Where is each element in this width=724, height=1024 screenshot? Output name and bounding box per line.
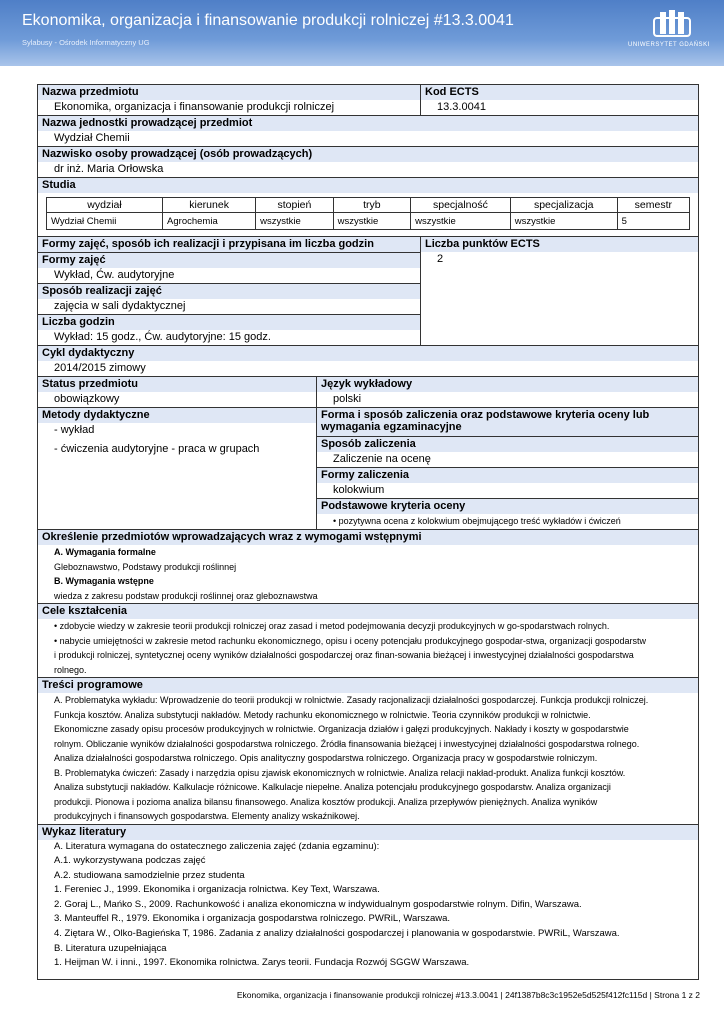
prereq-b: wiedza z zakresu podstaw produkcji roślinnej oraz gleboznawstwa [54,590,318,601]
method-label: Sposób realizacji zajęć [38,283,420,299]
literature-line: 1. Fereniec J., 1999. Ekonomika i organizacja rolnictwa. Key Text, Warszawa. [54,884,380,896]
forms-label: Formy zajęć [38,252,420,268]
methods-item: - wykład [54,424,95,436]
assessment-label: Forma i sposób zaliczenia oraz podstawowe kryteria oceny lub wymagania egzaminacyjne [317,408,698,436]
literature-line: 1. Heijman W. i inni., 1997. Ekonomika rolnictwa. Zarys teorii. Fundacja Rozwój SGGW Warszawa. [54,957,470,969]
goals-line: • zdobycie wiedzy w zakresie teorii produkcji rolniczej oraz zasad i metod podejmowania decyzji produkcyjnych w go-spodarstwach rolnych. [54,621,610,631]
content-line: produkcji. Pionowa i pozioma analiza bilansu finansowego. Analiza kosztów produkcji. Analiza przepływów pieniężnych. Analiza wyników [54,796,598,807]
studia-table [46,197,690,230]
prereq-a: Gleboznawstwo, Podstawy produkcji roślinnej [54,561,237,572]
document-title: Ekonomika, organizacja i finansowanie produkcji rolniczej #13.3.0041 [22,12,514,29]
teacher-label: Nazwisko osoby prowadzącej (osób prowadzących) [38,146,698,162]
university-logo-text: UNIWERSYTET GDAŃSKI [628,42,710,48]
studia-header: semestr [617,198,689,213]
hours-label: Liczba godzin [38,314,420,330]
literature-label: Wykaz literatury [38,824,698,840]
methods-row [38,407,698,529]
criteria-value: • pozytywna ocena z kolokwium obejmującego treść wykładów i ćwiczeń [333,516,621,526]
course-name: Ekonomika, organizacja i finansowanie produkcji rolniczej [54,101,335,113]
page-header [0,0,724,66]
studia-cell: 5 [617,213,689,230]
goals-line: rolnego. [54,664,87,675]
literature-line: 2. Goraj L., Mańko S., 2009. Rachunkowość i analiza ekonomiczna w indywidualnym gospodarstwie rolnym. Difin, Warszawa. [54,898,582,910]
goals-label: Cele kształcenia [38,603,698,619]
assessment-forms-label: Formy zaliczenia [317,467,698,483]
hours-value: Wykład: 15 godz., Ćw. audytoryjne: 15 godz. [54,331,271,343]
content-line: B. Problematyka ćwiczeń: Zasady i narzędzia opisu zjawisk ekonomicznych w rolnictwie. Analiza relacji nakład-produkt. Analiza funkcji kosztów. [54,767,626,778]
studia-header: stopień [256,198,333,213]
studia-header: tryb [333,198,410,213]
goals-line: i produkcji rolniczej, syntetycznej oceny wyników działalności gospodarczej oraz finan-sowania bieżącej i inwestycyjnej działalności gospodarstwa [54,650,634,660]
studia-header: specjalność [411,198,511,213]
content-line: Analiza substytucji nakładów. Kalkulacje różnicowe. Kalkulacje niepełne. Analiza potencjału produkcyjnego gospodarstw. Analiza organizacji [54,782,611,792]
literature-line: 4. Ziętara W., Olko-Bagieńska T, 1986. Zadania z analizy działalności gospodarczej i planowania w gospodarstwie. PWRiL, Warszawa. [54,928,620,940]
unit-value: Wydział Chemii [54,132,130,144]
university-logo-icon [652,8,692,38]
content-line: produkcyjnych i finansowych gospodarstwa. Elementy analizy wskaźnikowej. [54,811,360,821]
literature-line: B. Literatura uzupełniająca [54,942,167,954]
syllabus-document [37,84,699,980]
assessment-forms: kolokwium [333,484,385,496]
course-name-row [38,85,698,115]
goals-line: • nabycie umiejętności w zakresie metod rachunku ekonomicznego, opisu i oceny potencjału produkcyjnego gospodar-stwa, organizacji gospodarstw [54,635,646,646]
content-line: A. Problematyka wykładu: Wprowadzenie do teorii produkcji w rolnictwie. Zasady racjonalizacji działalności gospodarczej. Funkcja produkcji rolniczej. [54,695,649,705]
cycle-label: Cykl dydaktyczny [38,345,698,361]
studia-cell: wszystkie [256,213,333,230]
studia-cell: wszystkie [411,213,511,230]
prereq-b-label: B. Wymagania wstępne [54,576,154,586]
forms-section [38,236,698,345]
content-line: Ekonomiczne zasady opisu procesów produkcyjnych w rolnictwie. Organizacja działów i gałęzi produkcyjnych. Nakłady i koszty w gospodarstwie [54,724,629,734]
ects-code-label: Kod ECTS [421,85,698,100]
ects-code: 13.3.0041 [437,101,486,113]
studia-header: kierunek [163,198,256,213]
forms-value: Wykład, Ćw. audytoryjne [54,269,175,281]
content-line: Analiza działalności gospodarstwa rolniczego. Opis analityczny gospodarstwa rolniczego. Organizacja pracy w gospodarstwie rolniczym. [54,753,598,763]
language-value: polski [333,393,362,405]
forms-section-label: Formy zajęć, sposób ich realizacji i przypisana im liczba godzin [38,237,420,252]
studia-cell: wszystkie [333,213,410,230]
studia-label: Studia [38,177,698,193]
prereq-label: Określenie przedmiotów wprowadzających wraz z wymogami wstępnymi [38,529,698,545]
content-line: Funkcja kosztów. Analiza substytucji nakładów. Metody rachunku ekonomicznego w rolnictwie. Teoria czynników produkcji w rolnictwie. [54,709,591,720]
teacher-value: dr inż. Maria Orłowska [54,163,164,175]
ects-points-label: Liczba punktów ECTS [421,237,698,252]
studia-cell: wszystkie [510,213,617,230]
methods-item: - ćwiczenia audytoryjne - praca w grupach [54,443,260,455]
content-label: Treści programowe [38,677,698,693]
methods-label: Metody dydaktyczne [38,408,316,423]
literature-line: A. Literatura wymagana do ostatecznego zaliczenia zajęć (zdania egzaminu): [54,840,380,852]
literature-line: A.2. studiowana samodzielnie przez studenta [54,869,245,881]
status-row [38,376,698,407]
cycle-value: 2014/2015 zimowy [54,362,146,374]
literature-line: 3. Manteuffel R., 1979. Ekonomika i organizacja gospodarstwa rolniczego. PWRiL, Warszawa. [54,913,451,925]
status-label: Status przedmiotu [38,377,316,392]
content-line: rolnym. Obliczanie wyników działalności gospodarstwa rolniczego. Źródła finansowania bieżącej i inwestycyjnej działalności gospodarstwa rolnego. [54,738,640,749]
document-subtitle: Sylabusy - Ośrodek Informatyczny UG [22,38,150,47]
page-footer: Ekonomika, organizacja i finansowanie produkcji rolniczej #13.3.0041 | 24f1387b8c3c1952e5d525f412fc115d | Strona 1 z 2 [236,990,700,1000]
assessment-how: Zaliczenie na ocenę [333,453,431,465]
unit-label: Nazwa jednostki prowadzącej przedmiot [38,115,698,131]
status-value: obowiązkowy [54,393,120,405]
course-name-label: Nazwa przedmiotu [38,85,420,100]
studia-header: specjalizacja [510,198,617,213]
studia-cell: Wydział Chemii [47,213,163,230]
assessment-how-label: Sposób zaliczenia [317,436,698,452]
criteria-label: Podstawowe kryteria oceny [317,498,698,514]
literature-line: A.1. wykorzystywana podczas zajęć [54,855,206,867]
prereq-a-label: A. Wymagania formalne [54,547,156,557]
studia-cell: Agrochemia [163,213,256,230]
studia-header: wydział [47,198,163,213]
language-label: Język wykładowy [317,377,698,392]
ects-points: 2 [437,253,444,265]
method-value: zajęcia w sali dydaktycznej [54,300,186,312]
